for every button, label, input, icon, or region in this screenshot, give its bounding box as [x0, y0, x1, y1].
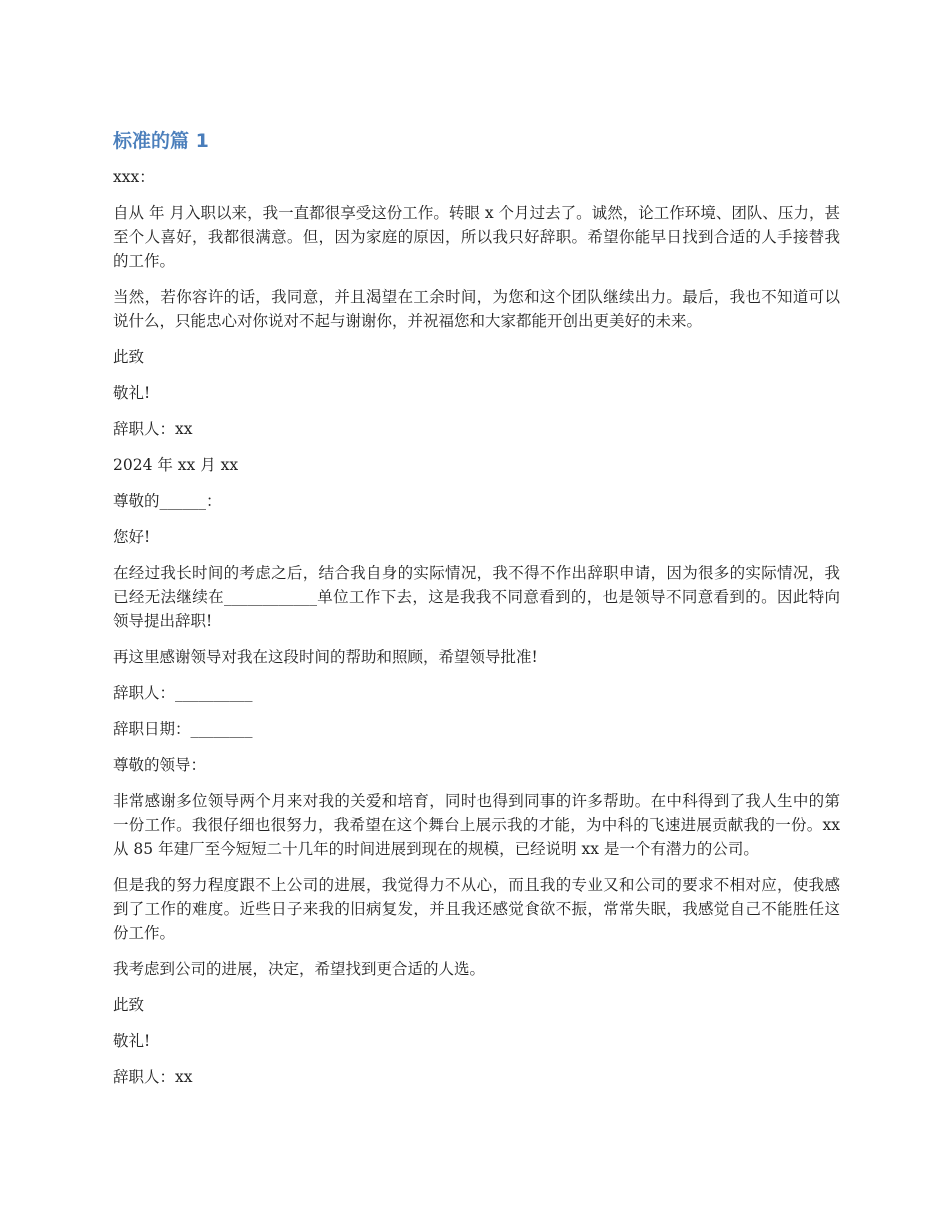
body-paragraph: 当然，若你容许的话，我同意，并且渴望在工余时间，为您和这个团队继续出力。最后，我也不知道可以说什么，只能忠心对你说对不起与谢谢你，并祝福您和大家都能开创出更美好的未来。	[113, 288, 840, 330]
closing-cizhi: 此致	[113, 348, 145, 366]
salutation-respected: 尊敬的______：	[113, 492, 222, 510]
body-paragraph: 在经过我长时间的考虑之后，结合我自身的实际情况，我不得不作出辞职申请，因为很多的实际情况，我已经无法继续在____________单位工作下去，这是我我不同意看到的，也是领导不同意看到的。因此特向领导提出辞职!	[113, 564, 840, 630]
signature-resigner: 辞职人：xx	[113, 420, 193, 438]
closing-cizhi: 此致	[113, 996, 145, 1014]
signature-resigner-blank: 辞职人：__________	[113, 684, 253, 702]
salutation-xxx: xxx：	[113, 168, 155, 186]
document-page	[113, 127, 840, 1101]
body-paragraph: 自从 年 月入职以来，我一直都很享受这份工作。转眼 x 个月过去了。诚然，论工作环境、团队、压力，甚至个人喜好，我都很满意。但，因为家庭的原因，所以我只好辞职。希望你能早日找到合适的人手接替我的工作。	[113, 204, 840, 270]
signature-date-blank: 辞职日期：________	[113, 720, 253, 738]
closing-jingli: 敬礼!	[113, 1032, 151, 1050]
body-paragraph: 但是我的努力程度跟不上公司的进展，我觉得力不从心，而且我的专业又和公司的要求不相对应，使我感到了工作的难度。近些日子来我的旧病复发，并且我还感觉食欲不振，常常失眠，我感觉自己不能胜任这份工作。	[113, 876, 840, 942]
signature-resigner: 辞职人：xx	[113, 1068, 193, 1086]
signature-date: 2024 年 xx 月 xx	[113, 456, 239, 474]
body-paragraph: 再这里感谢领导对我在这段时间的帮助和照顾，希望领导批准!	[113, 648, 538, 666]
salutation-leaders: 尊敬的领导：	[113, 756, 207, 774]
body-paragraph: 我考虑到公司的进展，决定，希望找到更合适的人选。	[113, 960, 486, 978]
document-title: 标准的篇 1	[113, 130, 209, 152]
body-paragraph: 非常感谢多位领导两个月来对我的关爱和培育，同时也得到同事的许多帮助。在中科得到了我人生中的第一份工作。我很仔细也很努力，我希望在这个舞台上展示我的才能，为中科的飞速进展贡献我的一份。xx 从 85 年建厂至今短短二十几年的时间进展到现在的规模，已经说明 xx 是一个有潜力的公司。	[113, 792, 840, 858]
greeting: 您好!	[113, 528, 151, 546]
closing-jingli: 敬礼!	[113, 384, 151, 402]
